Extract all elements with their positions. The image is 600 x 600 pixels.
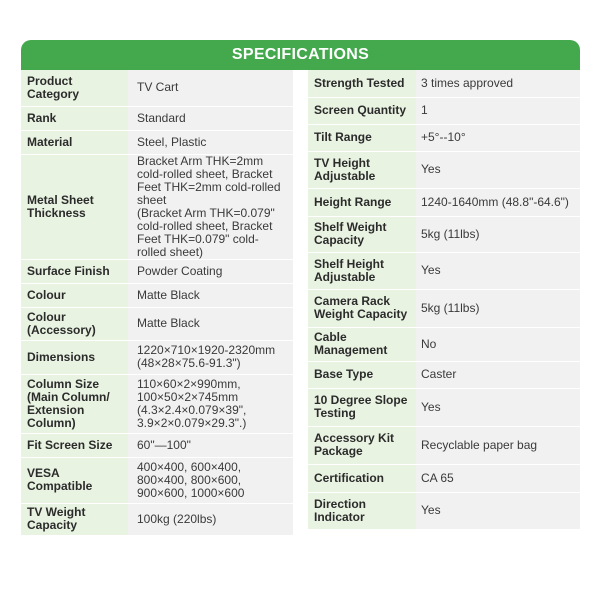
spec-row <box>21 457 293 503</box>
spec-label: Colour <box>21 283 128 307</box>
spec-row <box>308 464 580 492</box>
spec-row <box>308 216 580 252</box>
spec-value: 5kg (11lbs) <box>416 216 580 252</box>
spec-row <box>308 426 580 464</box>
spec-row <box>21 106 293 130</box>
spec-label: Strength Tested <box>308 70 416 97</box>
spec-label: Screen Quantity <box>308 97 416 124</box>
spec-row <box>21 130 293 154</box>
spec-label: Surface Finish <box>21 259 128 283</box>
spec-label: VESA Compatible <box>21 457 128 503</box>
spec-columns <box>21 70 580 536</box>
spec-row <box>308 492 580 529</box>
spec-row <box>308 361 580 388</box>
spec-label: Certification <box>308 464 416 492</box>
spec-value: 3 times approved <box>416 70 580 97</box>
spec-row <box>21 283 293 307</box>
spec-row <box>21 374 293 433</box>
spec-row <box>21 503 293 535</box>
spec-value: Powder Coating <box>128 259 293 283</box>
spec-value: Yes <box>416 151 580 188</box>
spec-label: TV Height Adjustable <box>308 151 416 188</box>
spec-value: 60"—100" <box>128 433 293 457</box>
spec-row <box>308 97 580 124</box>
left-spec-column <box>21 70 293 536</box>
spec-value: 100kg (220lbs) <box>128 503 293 535</box>
spec-value: Recyclable paper bag <box>416 426 580 464</box>
spec-row <box>308 188 580 216</box>
spec-value: Caster <box>416 361 580 388</box>
spec-label: Direction Indicator <box>308 492 416 529</box>
spec-row <box>308 388 580 426</box>
right-spec-table <box>308 70 580 530</box>
spec-label: Height Range <box>308 188 416 216</box>
spec-value: Matte Black <box>128 307 293 340</box>
spec-label: Accessory Kit Package <box>308 426 416 464</box>
specifications-header <box>21 40 580 70</box>
right-spec-column <box>308 70 580 536</box>
spec-value: Yes <box>416 492 580 529</box>
spec-value: TV Cart <box>128 70 293 106</box>
spec-row <box>308 151 580 188</box>
spec-value: 400×400, 600×400, 800×400, 800×600, 900×600, 1000×600 <box>128 457 293 503</box>
spec-value: Steel, Plastic <box>128 130 293 154</box>
spec-label: Tilt Range <box>308 124 416 151</box>
spec-row <box>21 340 293 374</box>
spec-label: Cable Management <box>308 327 416 361</box>
spec-label: Camera Rack Weight Capacity <box>308 289 416 327</box>
spec-value: 1220×710×1920-2320mm (48×28×75.6-91.3") <box>128 340 293 374</box>
spec-label: TV Weight Capacity <box>21 503 128 535</box>
spec-value: 5kg (11lbs) <box>416 289 580 327</box>
spec-value: Matte Black <box>128 283 293 307</box>
spec-row <box>21 154 293 259</box>
spec-row <box>21 307 293 340</box>
spec-row <box>21 70 293 106</box>
spec-row <box>21 259 293 283</box>
spec-label: Rank <box>21 106 128 130</box>
spec-label: Fit Screen Size <box>21 433 128 457</box>
left-spec-table <box>21 70 293 536</box>
spec-row <box>308 252 580 289</box>
spec-value: 1240-1640mm (48.8"-64.6") <box>416 188 580 216</box>
header-title: SPECIFICATIONS <box>231 46 370 63</box>
spec-label: Product Category <box>21 70 128 106</box>
specifications-sheet <box>21 40 580 536</box>
spec-row <box>21 433 293 457</box>
spec-value: CA 65 <box>416 464 580 492</box>
spec-value: +5°--10° <box>416 124 580 151</box>
spec-row <box>308 124 580 151</box>
spec-label: Shelf Weight Capacity <box>308 216 416 252</box>
spec-label: Base Type <box>308 361 416 388</box>
spec-label: Column Size (Main Column/ Extension Column) <box>21 374 128 433</box>
spec-label: Shelf Height Adjustable <box>308 252 416 289</box>
spec-row <box>308 289 580 327</box>
spec-row <box>308 327 580 361</box>
spec-label: Metal Sheet Thickness <box>21 154 128 259</box>
spec-value: 1 <box>416 97 580 124</box>
spec-value: Bracket Arm THK=2mm cold-rolled sheet, Bracket Feet THK=2mm cold-rolled sheet (Bracket Arm THK=0.079" cold-rolled sheet, Bracket Feet THK=0.079" cold-rolled sheet) <box>128 154 293 259</box>
spec-label: Colour (Accessory) <box>21 307 128 340</box>
spec-value: Yes <box>416 252 580 289</box>
spec-value: No <box>416 327 580 361</box>
spec-value: Yes <box>416 388 580 426</box>
spec-value: 110×60×2×990mm, 100×50×2×745mm (4.3×2.4×0.079×39", 3.9×2×0.079×29.3".) <box>128 374 293 433</box>
spec-label: Material <box>21 130 128 154</box>
spec-value: Standard <box>128 106 293 130</box>
spec-label: 10 Degree Slope Testing <box>308 388 416 426</box>
spec-label: Dimensions <box>21 340 128 374</box>
spec-row <box>308 70 580 97</box>
